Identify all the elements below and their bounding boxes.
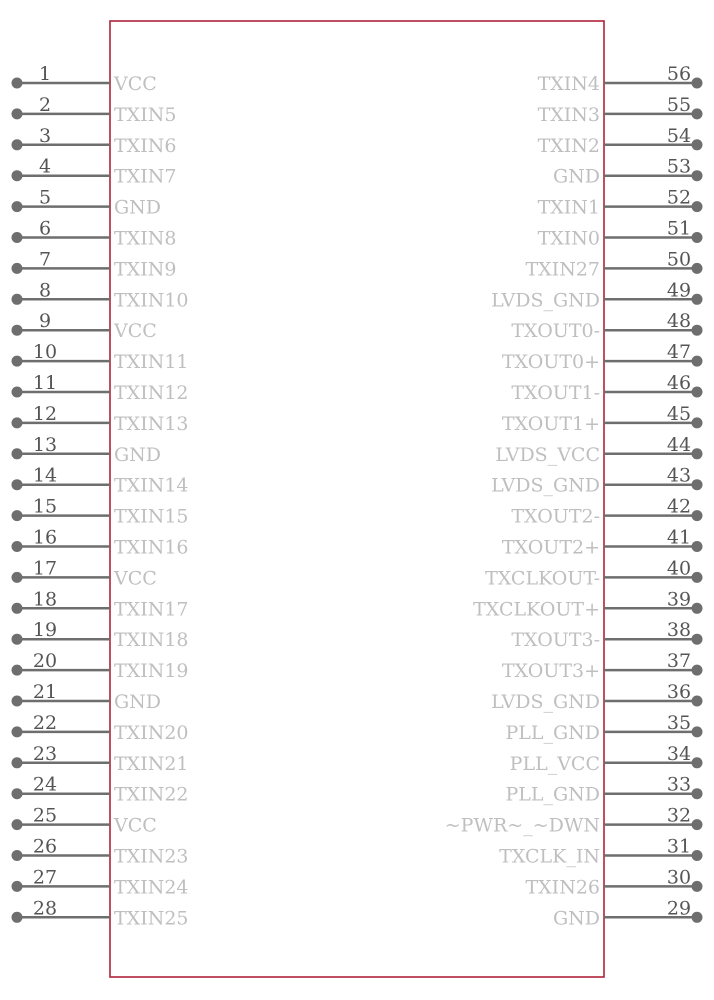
left-pin-9 <box>12 310 157 342</box>
pin-name: TXIN19 <box>114 660 189 683</box>
pin-number: 22 <box>32 711 58 734</box>
pin-terminal-dot <box>12 850 23 861</box>
pin-terminal-dot <box>12 541 23 552</box>
pin-name: TXOUT1+ <box>501 412 600 435</box>
right-pin-39 <box>473 588 702 620</box>
pin-name: ~PWR~_~DWN <box>444 814 600 837</box>
pin-name: LVDS_GND <box>491 289 600 312</box>
pin-number: 19 <box>32 619 58 642</box>
left-pin-13 <box>12 434 162 466</box>
pin-number: 7 <box>38 248 52 271</box>
right-pin-48 <box>511 310 702 342</box>
pin-name: TXOUT3- <box>511 629 600 652</box>
pin-name: TXOUT0+ <box>501 351 600 374</box>
right-pin-37 <box>502 650 703 682</box>
pin-name: VCC <box>114 320 157 343</box>
left-pin-24 <box>12 774 189 806</box>
left-pin-27 <box>12 866 189 898</box>
left-pin-17 <box>12 557 157 589</box>
pin-name: TXIN23 <box>114 845 189 868</box>
right-pin-50 <box>525 248 702 280</box>
pin-name: TXCLKOUT- <box>485 567 600 590</box>
pin-name: PLL_GND <box>505 783 600 806</box>
pin-number: 8 <box>38 279 52 302</box>
pin-terminal-dot <box>692 634 703 645</box>
pin-terminal-dot <box>692 665 703 676</box>
pin-number: 16 <box>32 526 58 549</box>
left-pin-10 <box>12 341 189 373</box>
right-pin-54 <box>538 125 703 157</box>
pin-number: 15 <box>32 495 58 518</box>
pin-name: TXCLKOUT+ <box>473 598 600 621</box>
pin-number: 9 <box>38 310 52 333</box>
pin-number: 47 <box>666 341 692 364</box>
pin-terminal-dot <box>692 139 703 150</box>
right-pin-49 <box>491 279 702 311</box>
pin-name: TXIN2 <box>537 134 600 157</box>
pin-number: 21 <box>32 681 58 703</box>
right-pin-42 <box>511 496 702 528</box>
pin-number: 49 <box>666 279 692 302</box>
pin-name: TXIN1 <box>537 196 600 219</box>
pin-number: 18 <box>32 588 58 611</box>
pin-terminal-dot <box>692 201 703 212</box>
pin-number: 35 <box>666 711 692 734</box>
pin-terminal-dot <box>12 726 23 737</box>
pin-number: 30 <box>666 866 692 889</box>
left-pin-15 <box>12 496 189 528</box>
pin-terminal-dot <box>12 170 23 181</box>
right-pin-44 <box>495 434 702 466</box>
right-pin-55 <box>538 94 703 126</box>
pin-terminal-dot <box>692 263 703 274</box>
pin-name: TXIN17 <box>114 598 189 621</box>
pin-number: 50 <box>666 248 692 271</box>
left-pin-22 <box>12 712 189 744</box>
pin-terminal-dot <box>692 78 703 89</box>
pin-terminal-dot <box>12 448 23 459</box>
pin-number: 26 <box>32 835 58 858</box>
left-pin-1 <box>12 63 157 95</box>
right-pin-46 <box>511 372 702 404</box>
left-pin-25 <box>12 805 157 837</box>
pin-name: PLL_GND <box>505 721 600 744</box>
pin-name: TXIN5 <box>114 103 177 126</box>
pin-name: TXIN24 <box>114 876 189 899</box>
left-pin-19 <box>12 619 189 651</box>
pin-terminal-dot <box>12 757 23 768</box>
left-pin-8 <box>12 279 189 311</box>
pin-terminal-dot <box>692 726 703 737</box>
pin-number: 42 <box>666 495 692 518</box>
pin-number: 24 <box>32 773 58 796</box>
pin-terminal-dot <box>692 387 703 398</box>
pin-number: 31 <box>666 835 692 858</box>
pin-name: TXOUT1- <box>511 382 600 404</box>
pin-name: TXOUT0- <box>511 320 600 343</box>
pin-terminal-dot <box>12 912 23 923</box>
left-pin-11 <box>12 372 189 404</box>
pin-terminal-dot <box>12 294 23 305</box>
pin-terminal-dot <box>692 417 703 428</box>
pin-number: 13 <box>32 433 58 456</box>
right-pin-45 <box>502 403 703 435</box>
pin-terminal-dot <box>692 757 703 768</box>
pin-terminal-dot <box>12 78 23 89</box>
right-pin-36 <box>491 681 702 713</box>
pin-name: TXIN25 <box>114 907 189 930</box>
right-pin-32 <box>445 805 703 837</box>
pin-terminal-dot <box>692 696 703 707</box>
pin-number: 20 <box>32 650 58 673</box>
pin-number: 41 <box>666 526 692 549</box>
pin-name: TXIN26 <box>525 876 600 899</box>
pin-terminal-dot <box>692 448 703 459</box>
pin-name: TXIN21 <box>114 752 189 775</box>
pin-number: 27 <box>32 866 58 889</box>
left-pin-20 <box>12 650 189 682</box>
pin-terminal-dot <box>692 479 703 490</box>
pin-terminal-dot <box>692 912 703 923</box>
pin-terminal-dot <box>12 356 23 367</box>
pin-terminal-dot <box>12 108 23 119</box>
pin-name: TXIN27 <box>525 258 600 281</box>
pin-number: 32 <box>666 804 692 827</box>
pin-terminal-dot <box>12 232 23 243</box>
pin-terminal-dot <box>692 356 703 367</box>
pin-number: 44 <box>666 433 692 456</box>
left-pin-7 <box>12 248 177 280</box>
pin-number: 46 <box>666 372 692 394</box>
pin-number: 10 <box>32 341 58 364</box>
right-pin-38 <box>511 619 702 651</box>
left-pin-14 <box>12 465 189 497</box>
pin-name: VCC <box>114 814 157 837</box>
pin-terminal-dot <box>692 850 703 861</box>
pin-number: 1 <box>38 63 52 85</box>
left-pin-4 <box>12 156 177 188</box>
pin-number: 5 <box>38 186 52 209</box>
pin-number: 53 <box>666 155 692 178</box>
pin-terminal-dot <box>12 417 23 428</box>
pin-name: TXIN0 <box>537 227 600 250</box>
right-pin-41 <box>502 527 703 559</box>
right-pin-34 <box>510 743 703 775</box>
right-pin-56 <box>538 63 703 95</box>
pin-terminal-dot <box>12 325 23 336</box>
pin-name: GND <box>114 691 162 713</box>
pin-number: 23 <box>32 742 58 765</box>
pin-name: TXIN12 <box>114 382 189 404</box>
right-pin-40 <box>485 557 702 589</box>
pin-terminal-dot <box>12 510 23 521</box>
pin-number: 11 <box>32 372 58 394</box>
pin-name: TXIN10 <box>114 289 189 312</box>
pin-name: TXOUT2- <box>511 505 600 528</box>
pin-number: 3 <box>38 124 52 147</box>
pin-terminal-dot <box>692 572 703 583</box>
pin-terminal-dot <box>12 881 23 892</box>
pin-number: 51 <box>666 217 692 240</box>
right-pin-51 <box>538 218 703 250</box>
right-pin-31 <box>499 836 702 868</box>
pin-name: PLL_VCC <box>509 752 600 775</box>
pin-name: TXIN14 <box>114 474 189 497</box>
pin-terminal-dot <box>12 788 23 799</box>
pin-number: 48 <box>666 310 692 333</box>
pin-name: TXIN16 <box>114 536 189 559</box>
pin-number: 37 <box>666 650 692 673</box>
pin-number: 39 <box>666 588 692 611</box>
pin-number: 2 <box>38 93 52 116</box>
pin-number: 25 <box>32 804 58 827</box>
pin-number: 33 <box>666 773 692 796</box>
pin-number: 28 <box>32 897 58 920</box>
pin-number: 56 <box>666 63 692 85</box>
pin-terminal-dot <box>692 603 703 614</box>
pin-terminal-dot <box>12 479 23 490</box>
pin-terminal-dot <box>12 603 23 614</box>
pin-name: TXIN9 <box>114 258 177 281</box>
pin-name: VCC <box>114 73 157 95</box>
pin-terminal-dot <box>12 572 23 583</box>
pin-name: TXIN13 <box>114 412 189 435</box>
pin-terminal-dot <box>12 819 23 830</box>
pin-name: TXIN7 <box>114 165 177 188</box>
pin-terminal-dot <box>692 819 703 830</box>
pin-number: 40 <box>666 557 692 580</box>
pin-terminal-dot <box>692 881 703 892</box>
pin-number: 52 <box>666 186 692 209</box>
right-pin-53 <box>553 156 703 188</box>
right-pin-43 <box>491 465 702 497</box>
pin-name: TXIN8 <box>114 227 177 250</box>
pin-terminal-dot <box>12 665 23 676</box>
pin-number: 36 <box>666 681 692 703</box>
left-pin-16 <box>12 527 189 559</box>
left-pin-column <box>12 63 189 929</box>
pin-number: 17 <box>32 557 58 580</box>
pin-terminal-dot <box>692 541 703 552</box>
pin-name: GND <box>552 907 600 930</box>
left-pin-3 <box>12 125 177 157</box>
pin-terminal-dot <box>12 387 23 398</box>
pin-name: TXCLK_IN <box>499 845 600 868</box>
right-pin-29 <box>553 897 703 929</box>
pin-name: LVDS_GND <box>491 691 600 713</box>
pin-name: TXIN4 <box>537 73 600 95</box>
left-pin-5 <box>12 187 162 219</box>
left-pin-2 <box>12 94 177 126</box>
left-pin-6 <box>12 218 177 250</box>
right-pin-column <box>445 63 703 929</box>
pin-name: TXIN22 <box>114 783 189 806</box>
pin-terminal-dot <box>692 294 703 305</box>
pin-number: 4 <box>38 155 52 178</box>
pin-terminal-dot <box>12 696 23 707</box>
pin-terminal-dot <box>12 139 23 150</box>
pin-number: 43 <box>666 464 692 487</box>
right-pin-47 <box>502 341 703 373</box>
pin-terminal-dot <box>692 788 703 799</box>
left-pin-26 <box>12 836 189 868</box>
pin-number: 54 <box>666 124 692 147</box>
pin-number: 6 <box>38 217 52 240</box>
pin-number: 14 <box>32 464 58 487</box>
pin-name: TXIN3 <box>537 103 600 126</box>
pin-name: LVDS_VCC <box>495 443 600 466</box>
left-pin-12 <box>12 403 189 435</box>
pin-terminal-dot <box>692 108 703 119</box>
pin-number: 29 <box>666 897 692 920</box>
pin-name: TXIN20 <box>114 721 189 744</box>
left-pin-28 <box>12 897 189 929</box>
pin-name: VCC <box>114 567 157 590</box>
pin-name: TXOUT2+ <box>501 536 600 559</box>
pin-number: 38 <box>666 619 692 642</box>
pin-terminal-dot <box>692 170 703 181</box>
pin-name: GND <box>552 165 600 188</box>
left-pin-23 <box>12 743 189 775</box>
pin-name: LVDS_GND <box>491 474 600 497</box>
pin-name: TXIN15 <box>114 505 189 528</box>
pin-terminal-dot <box>12 263 23 274</box>
right-pin-52 <box>538 187 703 219</box>
pin-number: 55 <box>666 93 692 116</box>
pin-number: 45 <box>666 402 692 425</box>
pin-terminal-dot <box>692 232 703 243</box>
pin-name: GND <box>114 196 162 219</box>
right-pin-30 <box>525 866 702 898</box>
pin-number: 34 <box>666 742 692 765</box>
pin-name: TXIN6 <box>114 134 177 157</box>
pin-terminal-dot <box>12 201 23 212</box>
pin-name: TXOUT3+ <box>501 660 600 683</box>
pin-name: TXIN18 <box>114 629 189 652</box>
pin-number: 12 <box>32 402 58 425</box>
left-pin-18 <box>12 588 189 620</box>
left-pin-21 <box>12 681 162 713</box>
pin-terminal-dot <box>12 634 23 645</box>
pin-name: TXIN11 <box>114 351 189 374</box>
pin-terminal-dot <box>692 510 703 521</box>
pin-name: GND <box>114 443 162 466</box>
pin-terminal-dot <box>692 325 703 336</box>
